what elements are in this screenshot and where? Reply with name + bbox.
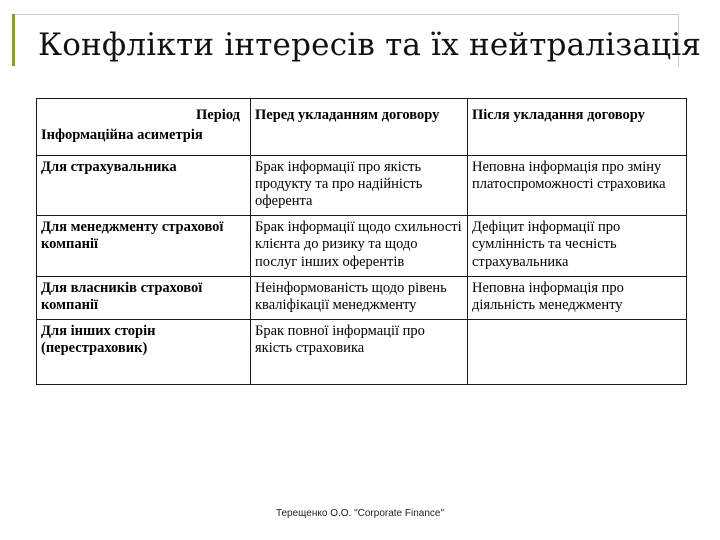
row-after-cell <box>468 319 687 384</box>
row-party-cell: Для власників страхової компанії <box>37 276 251 319</box>
row-party-cell: Для менеджменту страхової компанії <box>37 216 251 276</box>
header-corner-cell <box>37 99 251 156</box>
row-party-cell: Для інших сторін (перестраховик) <box>37 319 251 384</box>
header-period-label: Період <box>196 107 240 123</box>
row-after-cell: Дефіцит інформації про сумлінність та чесність страхувальника <box>468 216 687 276</box>
header-after-contract: Після укладання договору <box>468 99 687 156</box>
header-asymmetry-label: Інформаційна асиметрія <box>41 127 203 143</box>
table-row <box>37 216 687 276</box>
row-before-cell: Брак інформації про якість продукту та про надійність оферента <box>251 156 468 216</box>
row-before-cell: Неінформованість щодо рівень кваліфікації менеджменту <box>251 276 468 319</box>
title-accent-bar <box>12 14 15 66</box>
page-title: Конфлікти інтересів та їх нейтралізація <box>38 27 702 63</box>
row-before-cell: Брак інформації щодо схильності клієнта до ризику та щодо послуг інших оферентів <box>251 216 468 276</box>
header-before-contract: Перед укладанням договору <box>251 99 468 156</box>
table-header-row <box>37 99 687 156</box>
row-party-cell: Для страхувальника <box>37 156 251 216</box>
conflicts-table <box>36 98 687 385</box>
footer-credit: Терещенко О.О. "Corporate Finance" <box>275 508 445 519</box>
row-after-cell: Неповна інформація про діяльність менеджменту <box>468 276 687 319</box>
table-row <box>37 156 687 216</box>
row-before-cell: Брак повної інформації про якість страховика <box>251 319 468 384</box>
row-after-cell: Неповна інформація про зміну платоспроможності страховика <box>468 156 687 216</box>
table-row <box>37 276 687 319</box>
table-row <box>37 319 687 384</box>
